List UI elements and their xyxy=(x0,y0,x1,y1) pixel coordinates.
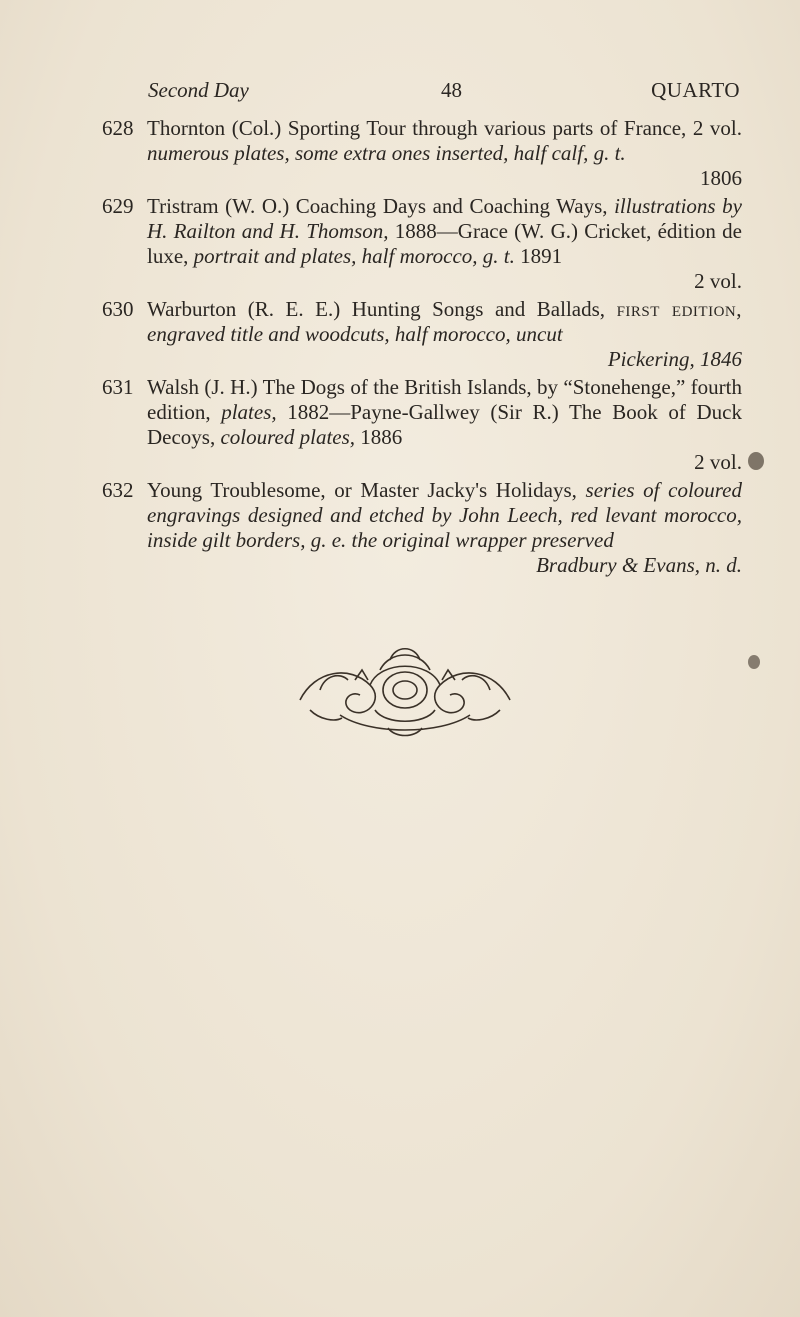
lot-imprint: 2 vol. xyxy=(694,450,742,474)
lot-text-segment: Thornton (Col.) Sporting Tour through various parts of France, 2 vol. xyxy=(147,116,742,140)
lot-text-segment: Warburton (R. E. E.) Hunting Songs and Ballads, xyxy=(147,297,617,321)
lot-description xyxy=(147,478,742,578)
lot-text-segment: plates, xyxy=(221,400,277,424)
lot-number: 631 xyxy=(102,375,134,399)
lot-text-segment: Young Troublesome, or Master Jacky's Holidays, xyxy=(147,478,586,502)
lot-text-segment: 1891 xyxy=(514,244,563,268)
lot-entry xyxy=(102,375,742,475)
lot-text-segment: Walsh (J. H.) The Dogs of the British Islands, by “Stonehenge,” fourth edition, xyxy=(147,375,742,424)
paper-speck xyxy=(748,452,764,470)
lot-entry xyxy=(102,116,742,191)
lot-list xyxy=(102,116,742,581)
lot-description xyxy=(147,116,742,191)
page-header xyxy=(148,78,740,108)
lot-number: 630 xyxy=(102,297,134,321)
lot-description xyxy=(147,297,742,372)
lot-entry xyxy=(102,194,742,294)
lot-imprint: Pickering, 1846 xyxy=(607,347,742,371)
ornament-icon xyxy=(280,640,530,740)
lot-text-segment: first edition, xyxy=(616,297,742,321)
lot-number: 628 xyxy=(102,116,134,140)
lot-text-segment: 1882—Payne-Gallwey (Sir R.) The Book of Duck Decoys, xyxy=(147,400,742,449)
lot-number: 629 xyxy=(102,194,134,218)
lot-description xyxy=(147,194,742,294)
running-head-left: Second Day xyxy=(148,78,249,102)
lot-number: 632 xyxy=(102,478,134,502)
lot-text-segment: series of coloured engravings designed and etched by John Leech, red levant morocco, inside gilt borders, g. e. the original wrapper preserved xyxy=(147,478,742,552)
running-head-right: QUARTO xyxy=(651,78,740,102)
lot-text-segment: illustrations by H. Railton and H. Thomson, xyxy=(147,194,742,243)
lot-imprint: 2 vol. xyxy=(694,269,742,293)
lot-entry xyxy=(102,297,742,372)
lot-text-segment: engraved title and woodcuts, half morocco, uncut xyxy=(147,322,563,346)
lot-text-segment: coloured plates, xyxy=(220,425,356,449)
paper-speck xyxy=(748,655,760,669)
lot-text-segment: numerous plates, some extra ones inserted, half calf, g. t. xyxy=(147,141,626,165)
lot-imprint: 1806 xyxy=(700,166,742,190)
lot-text-segment: portrait and plates, half morocco, g. t. xyxy=(193,244,515,268)
page-number: 48 xyxy=(441,78,462,102)
lot-text-segment: Tristram (W. O.) Coaching Days and Coaching Ways, xyxy=(147,194,615,218)
lot-text-segment: 1886 xyxy=(355,425,403,449)
lot-imprint: Bradbury & Evans, n. d. xyxy=(536,553,742,577)
lot-text-segment: 1888—Grace (W. G.) Cricket, édition de luxe, xyxy=(147,219,742,268)
lot-description xyxy=(147,375,742,475)
lot-entry xyxy=(102,478,742,578)
